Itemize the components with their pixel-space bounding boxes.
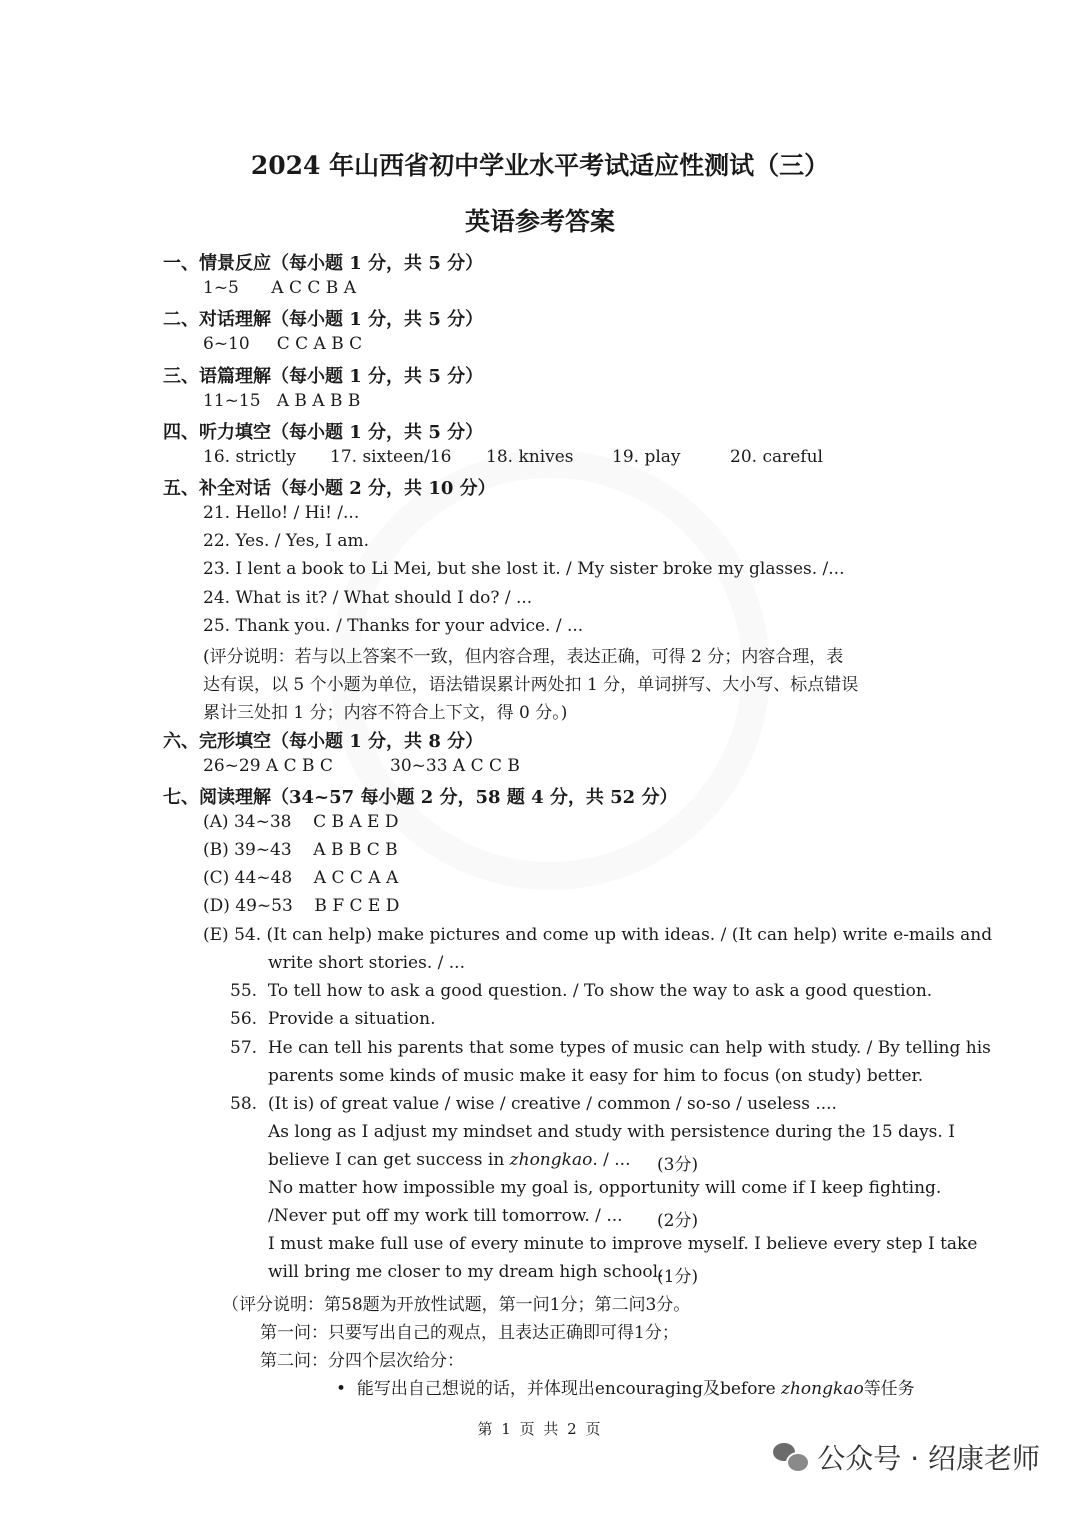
section-2-answers: 6~10 C C A B C bbox=[203, 334, 363, 354]
section-3-answers: 11~15 A B A B B bbox=[203, 391, 361, 411]
answer-22: 22. Yes. / Yes, I am. bbox=[203, 531, 370, 551]
scoring-note-line-1: (评分说明：若与以上答案不一致，但内容合理，表达正确，可得 2 分；内容合理，表 bbox=[203, 647, 844, 667]
example-1-text: believe I can get success in bbox=[268, 1150, 510, 1170]
reading-group-b: (B) 39~43 A B B C B bbox=[203, 840, 398, 860]
reading-group-c: (C) 44~48 A C C A A bbox=[203, 868, 399, 888]
answer-19: 19. play bbox=[612, 447, 681, 467]
zhongkao-term-2: zhongkao bbox=[781, 1379, 864, 1399]
scoring-note-line-3: 累计三处扣 1 分；内容不符合上下文，得 0 分。) bbox=[203, 703, 568, 723]
answer-21: 21. Hello! / Hi! /... bbox=[203, 503, 360, 523]
points-3: (3分) bbox=[657, 1155, 699, 1175]
answer-54-line-1: (E) 54. (It can help) make pictures and come up with ideas. / (It can help) write e-mails and bbox=[203, 925, 993, 945]
page-subtitle: 英语参考答案 bbox=[464, 207, 615, 236]
section-1-answers: 1~5 A C C B A bbox=[203, 278, 356, 298]
answer-58: 58. (It is) of great value / wise / creative / common / so-so / useless .... bbox=[230, 1094, 837, 1114]
bullet-dot: • bbox=[336, 1379, 357, 1399]
answers-26-29: 26~29 A C B C bbox=[203, 756, 333, 776]
answer-54-line-2: write short stories. / ... bbox=[268, 953, 465, 973]
section-2-heading: 二、对话理解（每小题 1 分，共 5 分） bbox=[163, 309, 484, 330]
rubric-line-3: 第二问：分四个层次给分： bbox=[260, 1351, 464, 1371]
answer-24: 24. What is it? / What should I do? / ... bbox=[203, 588, 533, 608]
bullet-tail: 等任务 bbox=[863, 1379, 915, 1399]
answer-56: 56. Provide a situation. bbox=[230, 1009, 436, 1029]
reading-group-d: (D) 49~53 B F C E D bbox=[203, 896, 400, 916]
brand-text: 公众号 · 绍康老师 bbox=[817, 1442, 1040, 1475]
page-footer: 第 1 页 共 2 页 bbox=[477, 1420, 603, 1438]
zhongkao-term: zhongkao bbox=[509, 1150, 593, 1170]
example-1-line-1: As long as I adjust my mindset and study with persistence during the 15 days. I bbox=[268, 1122, 955, 1142]
section-6-heading: 六、完形填空（每小题 1 分，共 8 分） bbox=[163, 731, 484, 752]
answer-55: 55. To tell how to ask a good question. / To show the way to ask a good question. bbox=[230, 981, 933, 1001]
scoring-note-line-2: 达有误，以 5 个小题为单位，语法错误累计两处扣 1 分，单词拼写、大小写、标点错误 bbox=[203, 675, 859, 695]
section-4-heading: 四、听力填空（每小题 1 分，共 5 分） bbox=[163, 422, 484, 443]
answer-20: 20. careful bbox=[730, 447, 823, 467]
example-2-line-2: /Never put off my work till tomorrow. / ... bbox=[268, 1206, 623, 1226]
wechat-brand bbox=[773, 1437, 1040, 1477]
answer-57-line-2: parents some kinds of music make it easy for him to focus (on study) better. bbox=[268, 1066, 924, 1086]
answer-17: 17. sixteen/16 bbox=[330, 447, 452, 467]
answer-57-line-1: 57. He can tell his parents that some types of music can help with study. / By telling his bbox=[230, 1038, 991, 1058]
example-3-line-2: will bring me closer to my dream high school. bbox=[268, 1262, 664, 1282]
answer-23: 23. I lent a book to Li Mei, but she lost it. / My sister broke my glasses. /... bbox=[203, 559, 845, 579]
section-7-heading: 七、阅读理解（34~57 每小题 2 分，58 题 4 分，共 52 分） bbox=[163, 787, 678, 808]
section-5-heading: 五、补全对话（每小题 2 分，共 10 分） bbox=[163, 478, 496, 499]
points-1: (1分) bbox=[657, 1267, 699, 1287]
answer-16: 16. strictly bbox=[203, 447, 296, 467]
rubric-bullet bbox=[336, 1374, 915, 1399]
rubric-line-1: （评分说明：第58题为开放性试题，第一问1分；第二问3分。 bbox=[222, 1295, 691, 1315]
example-1-tail: . / ... bbox=[592, 1150, 631, 1170]
page-title: 2024 年山西省初中学业水平考试适应性测试（三） bbox=[250, 151, 830, 180]
example-1-line-2 bbox=[268, 1150, 630, 1170]
points-2: (2分) bbox=[657, 1211, 699, 1231]
section-1-heading: 一、情景反应（每小题 1 分，共 5 分） bbox=[163, 253, 484, 274]
wechat-icon bbox=[773, 1443, 807, 1471]
section-3-heading: 三、语篇理解（每小题 1 分，共 5 分） bbox=[163, 366, 484, 387]
example-3-line-1: I must make full use of every minute to improve myself. I believe every step I take bbox=[268, 1234, 978, 1254]
answers-30-33: 30~33 A C C B bbox=[390, 756, 520, 776]
answer-25: 25. Thank you. / Thanks for your advice. / ... bbox=[203, 616, 584, 636]
example-2-line-1: No matter how impossible my goal is, opportunity will come if I keep fighting. bbox=[268, 1178, 942, 1198]
reading-group-a: (A) 34~38 C B A E D bbox=[203, 812, 399, 832]
answer-18: 18. knives bbox=[486, 447, 574, 467]
rubric-line-2: 第一问：只要写出自己的观点，且表达正确即可得1分； bbox=[260, 1323, 679, 1343]
bullet-text: 能写出自己想说的话，并体现出encouraging及before bbox=[356, 1379, 782, 1399]
